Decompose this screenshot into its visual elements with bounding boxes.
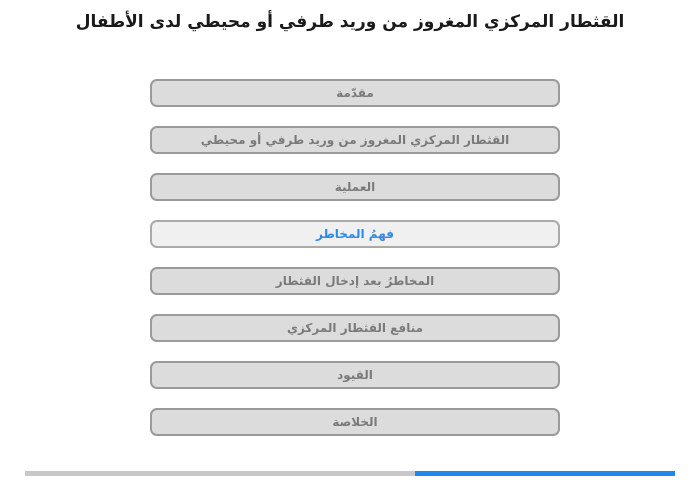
menu-item-understanding-risks[interactable]: فهمُ المخاطر	[150, 220, 560, 248]
menu-item-procedure[interactable]: العملية	[150, 173, 560, 201]
menu-item-introduction[interactable]: مقدّمة	[150, 79, 560, 107]
menu-item-conclusion[interactable]: الخلاصة	[150, 408, 560, 436]
menu-item-limitations[interactable]: القيود	[150, 361, 560, 389]
menu-item-benefits[interactable]: منافع القثطار المركزي	[150, 314, 560, 342]
menu-item-risks-after-insertion[interactable]: المخاطرُ بعد إدخال القثطار	[150, 267, 560, 295]
menu-item-picc-line[interactable]: القثطار المركزي المغروز من وريد طرفي أو محيطي	[150, 126, 560, 154]
section-menu	[150, 79, 560, 455]
progress-bar	[25, 471, 675, 476]
progress-bar-fill	[415, 471, 675, 476]
page-title: القثطار المركزي المغروز من وريد طرفي أو محيطي لدى الأطفال	[75, 12, 625, 32]
